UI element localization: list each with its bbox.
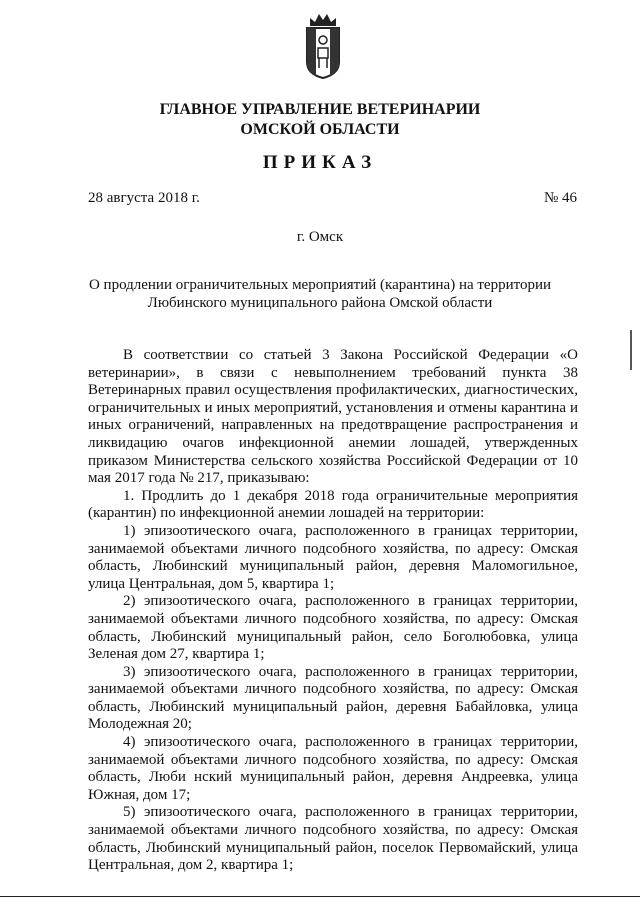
document-type: ПРИКАЗ — [262, 152, 378, 173]
order-subitem-5: 5) эпизоотического очага, расположенного в границах территории, занимаемой объектами личного подсобного хозяйства, по адресу: Омская область, Любинский муниципальный район, поселок Первомайский, улица Центральная, дом 2, квартира 1; — [88, 804, 578, 874]
order-subitem-4: 4) эпизоотического очага, расположенного в границах территории, занимаемой объектами личного подсобного хозяйства, по адресу: Омская область, Люби нский муниципальный район, деревня Андреевка, улица Южная, дом 17; — [88, 734, 578, 803]
document-date: 28 августа 2018 г. — [88, 190, 200, 206]
document-body — [88, 347, 578, 875]
order-clause-1: 1. Продлить до 1 декабря 2018 года ограничительные мероприятия (карантин) по инфекционной анемии лошадей на территории: — [88, 487, 578, 522]
order-subitem-2: 2) эпизоотического очага, расположенного в границах территории, занимаемой объектами личного подсобного хозяйства, по адресу: Омская область, Любинский муниципальный район, село Боголюбовка, улица Зеленая дом 27, квартира 1; — [88, 593, 578, 663]
document-subject-line-2: Любинского муниципального района Омской области — [147, 295, 493, 311]
preamble-paragraph: В соответствии со статьей 3 Закона Российской Федерации «О ветеринарии», в связи с невыполнением требований пункта 38 Ветеринарных правил осуществления профилактических, диагностических, ограничительных и иных мероприятий, установления и отмены карантина и иных ограничений, направленных на предотвращение распространения и ликвидацию очагов инфекционной анемии лошадей, утвержденных приказом Министерства сельского хозяйства Российской Федерации от 10 мая 2017 года № 217, приказываю: — [88, 347, 578, 487]
order-subitem-1: 1) эпизоотического очага, расположенного в границах территории, занимаемой объектами личного подсобного хозяйства, по адресу: Омская область, Любинский муниципальный район, деревня Маломогильное, улица Центральная, дом 5, квартира 1; — [88, 522, 578, 592]
document-subject — [70, 276, 570, 312]
document-number: № 46 — [543, 190, 577, 206]
document-subject-line-1: О продлении ограничительных мероприятий (карантина) на территории — [88, 277, 552, 293]
scan-artifact — [630, 330, 632, 370]
order-subitem-3: 3) эпизоотического очага, расположенного в границах территории, занимаемой объектами личного подсобного хозяйства, по адресу: Омская область, Любинский муниципальный район, деревня Бабайловка, улица Молодежная 20; — [88, 663, 578, 733]
document-city: г. Омск — [296, 229, 344, 245]
organization-name — [0, 100, 640, 140]
organization-name-line-1: ГЛАВНОЕ УПРАВЛЕНИЕ ВЕТЕРИНАРИИ — [159, 101, 481, 118]
page-bottom-rule — [0, 896, 640, 897]
organization-name-line-2: ОМСКОЙ ОБЛАСТИ — [240, 121, 400, 138]
omsk-region-coat-of-arms-icon — [302, 10, 344, 80]
